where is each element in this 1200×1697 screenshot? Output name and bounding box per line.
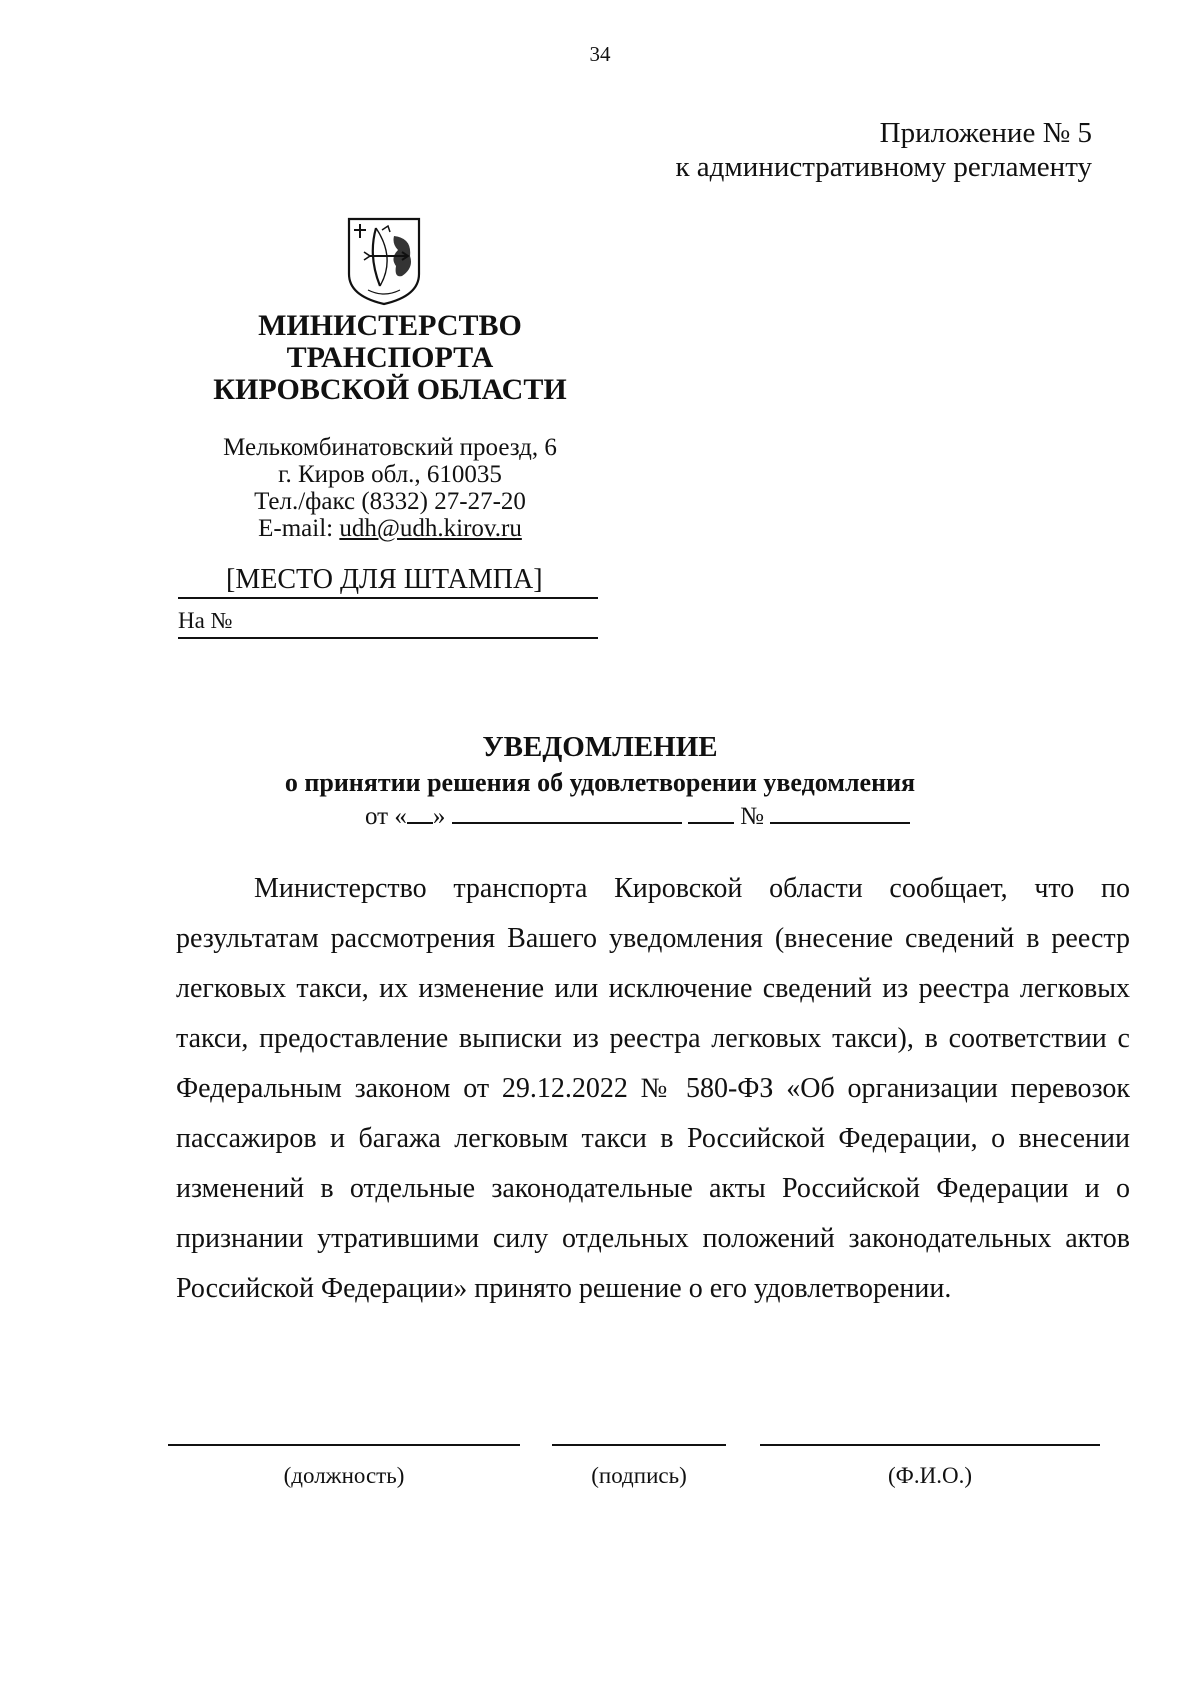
appendix-reference: к административному регламенту <box>675 151 1092 183</box>
address-phone: Тел./факс (8332) 27-27-20 <box>254 488 526 515</box>
notice-body-text: Министерство транспорта Кировской области сообщает, что по результатам рассмотрения Вашего уведомления (внесение сведений в реестр легковых такси, их изменение или исключение сведений из реестра легковых такси, предоставление выписки из реестра легковых такси), в соответствии с Федеральным законом от 29.12.2022 № 580-ФЗ «Об организации перевозок пассажиров и багажа легковым такси в Российской Федерации, о внесении изменений в отдельные законодательные акты Российской Федерации и о признании утратившими силу отдельных положений законодательных актов Российской Федерации» принято решение о его удовлетворении. <box>176 873 1130 1304</box>
notice-number-blank <box>770 800 910 824</box>
organization-line-3: КИРОВСКОЙ ОБЛАСТИ <box>213 373 567 406</box>
position-caption: (должность) <box>283 1463 405 1488</box>
page-number: 34 <box>589 42 611 66</box>
reference-number-field: На № <box>178 607 598 639</box>
organization-line-2: ТРАНСПОРТА <box>286 341 494 374</box>
date-month-blank <box>452 800 682 824</box>
appendix-header <box>675 116 1092 184</box>
date-year-blank <box>688 800 734 824</box>
organization-address <box>190 434 590 542</box>
address-email-row <box>190 515 590 542</box>
address-city: г. Киров обл., 610035 <box>278 461 502 488</box>
number-label: № <box>740 803 764 830</box>
organization-line-1: МИНИСТЕРСТВО <box>258 309 522 342</box>
date-day-blank <box>407 800 433 824</box>
name-caption: (Ф.И.О.) <box>888 1463 972 1488</box>
notice-subtitle: о принятии решения об удовлетворении уведомления <box>284 768 916 797</box>
signature-line <box>552 1444 726 1446</box>
organization-name <box>190 310 590 406</box>
date-prefix: от « <box>365 803 407 830</box>
kirov-coat-of-arms-icon <box>346 216 422 306</box>
stamp-placeholder: [МЕСТО ДЛЯ ШТАМПА] <box>178 564 598 599</box>
appendix-number: Приложение № 5 <box>879 117 1092 149</box>
date-close: » <box>432 803 446 830</box>
position-signature-line <box>168 1444 520 1446</box>
name-signature-line <box>760 1444 1100 1446</box>
notice-date-line <box>365 800 910 832</box>
notice-title: УВЕДОМЛЕНИЕ <box>482 731 718 763</box>
signature-caption: (подпись) <box>591 1463 687 1488</box>
email-prefix: E-mail: <box>258 515 340 542</box>
address-street: Мелькомбинатовский проезд, 6 <box>223 434 557 461</box>
email-link[interactable]: udh@udh.kirov.ru <box>339 515 522 542</box>
